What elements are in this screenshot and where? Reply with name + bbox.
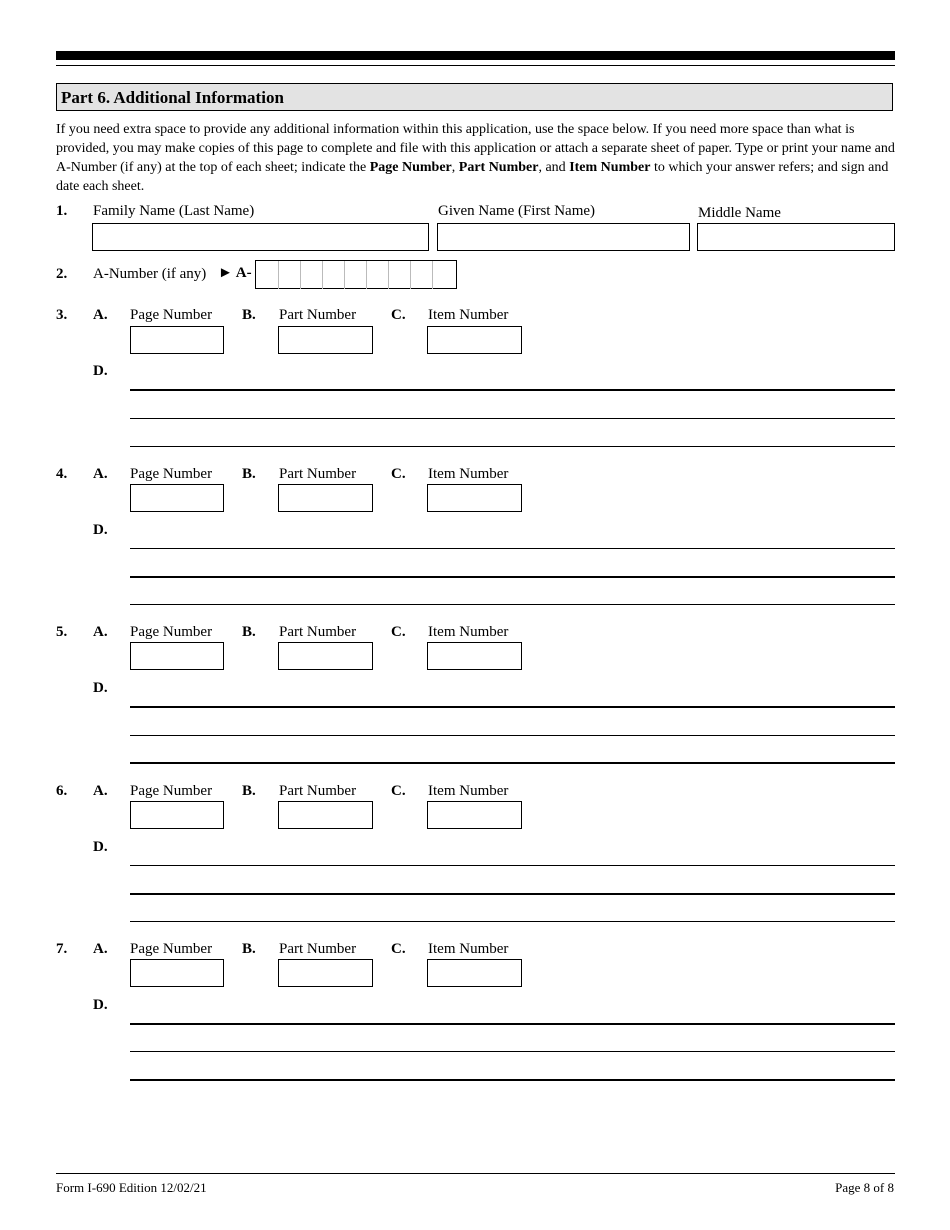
intro-text-1: If you need extra space to provide any additional information within this application, use the space below. If you need more space than what is provided, you may make copies of this page to complete and file with this application or attach a separate sheet of paper. Type or print your name and A-Number (if any) at the top of each sheet; indicate the xyxy=(56,122,895,175)
footer-form-edition: Form I-690 Edition 12/02/21 xyxy=(56,1180,207,1195)
item-5-item-number-label: Item Number xyxy=(428,624,509,640)
item-6-part-number-label: Part Number xyxy=(279,783,357,799)
a-number-cell-divider xyxy=(300,261,322,289)
a-number-label: A-Number (if any) xyxy=(93,266,207,282)
item-3-a-label: A. xyxy=(93,307,108,323)
item-3-d-label: D. xyxy=(93,363,108,379)
a-number-cell-divider xyxy=(366,261,388,289)
a-number-cell-divider xyxy=(388,261,410,289)
item-6-page-number-label: Page Number xyxy=(130,783,213,799)
given-name-input[interactable] xyxy=(437,223,690,251)
item-5-number: 5. xyxy=(56,624,68,640)
item-3-number: 3. xyxy=(56,307,68,323)
item-4-answer-line[interactable] xyxy=(130,548,895,549)
item-7-item-number-input[interactable] xyxy=(427,959,522,987)
item-7-part-number-label: Part Number xyxy=(279,941,357,957)
item-3-b-label: B. xyxy=(242,307,256,323)
item-5-answer-line[interactable] xyxy=(130,735,895,736)
item-2-number: 2. xyxy=(56,266,68,282)
item-7-d-label: D. xyxy=(93,997,108,1013)
intro-bold-page-number: Page Number xyxy=(369,160,452,175)
item-5-page-number-label: Page Number xyxy=(130,624,213,640)
a-number-prefix: ► A- xyxy=(218,265,252,281)
middle-name-label: Middle Name xyxy=(698,205,781,221)
family-name-label: Family Name (Last Name) xyxy=(93,203,255,219)
item-7-answer-line[interactable] xyxy=(130,1079,895,1081)
item-4-d-label: D. xyxy=(93,522,108,538)
item-5-page-number-input[interactable] xyxy=(130,642,224,670)
item-7-b-label: B. xyxy=(242,941,256,957)
footer-rule xyxy=(56,1173,895,1174)
item-5-item-number-input[interactable] xyxy=(427,642,522,670)
item-4-page-number-label: Page Number xyxy=(130,466,213,482)
item-1-number: 1. xyxy=(56,203,68,219)
item-7-c-label: C. xyxy=(391,941,406,957)
item-5-c-label: C. xyxy=(391,624,406,640)
item-7-page-number-input[interactable] xyxy=(130,959,224,987)
item-7-part-number-input[interactable] xyxy=(278,959,373,987)
a-number-cell-divider xyxy=(344,261,366,289)
item-6-page-number-input[interactable] xyxy=(130,801,224,829)
item-7-page-number-label: Page Number xyxy=(130,941,213,957)
item-3-c-label: C. xyxy=(391,307,406,323)
item-7-number: 7. xyxy=(56,941,68,957)
part-title: Part 6. Additional Information xyxy=(56,83,893,111)
top-thin-rule xyxy=(56,65,895,66)
item-6-d-label: D. xyxy=(93,839,108,855)
a-number-cell-divider xyxy=(410,261,432,289)
item-5-answer-line[interactable] xyxy=(130,706,895,708)
item-4-item-number-label: Item Number xyxy=(428,466,509,482)
item-4-answer-line[interactable] xyxy=(130,576,895,578)
item-7-a-label: A. xyxy=(93,941,108,957)
a-number-cell-divider xyxy=(278,261,300,289)
item-3-answer-line[interactable] xyxy=(130,418,895,419)
item-3-answer-line[interactable] xyxy=(130,389,895,391)
item-3-item-number-input[interactable] xyxy=(427,326,522,354)
item-6-b-label: B. xyxy=(242,783,256,799)
item-3-item-number-label: Item Number xyxy=(428,307,509,323)
intro-text-3: , and xyxy=(538,160,570,175)
item-4-part-number-label: Part Number xyxy=(279,466,357,482)
item-5-b-label: B. xyxy=(242,624,256,640)
item-6-answer-line[interactable] xyxy=(130,921,895,922)
intro-text-4: to which your answer refers; and sign and date each sheet. xyxy=(56,160,889,194)
intro-text-2: , xyxy=(451,160,459,175)
item-6-item-number-input[interactable] xyxy=(427,801,522,829)
intro-bold-part-number: Part Number xyxy=(458,160,539,175)
top-thick-rule xyxy=(56,51,895,60)
item-4-b-label: B. xyxy=(242,466,256,482)
item-4-part-number-input[interactable] xyxy=(278,484,373,512)
item-6-answer-line[interactable] xyxy=(130,893,895,895)
item-6-number: 6. xyxy=(56,783,68,799)
item-5-d-label: D. xyxy=(93,680,108,696)
item-5-part-number-input[interactable] xyxy=(278,642,373,670)
item-5-a-label: A. xyxy=(93,624,108,640)
a-number-input[interactable] xyxy=(255,260,457,289)
item-7-item-number-label: Item Number xyxy=(428,941,509,957)
item-6-part-number-input[interactable] xyxy=(278,801,373,829)
item-6-c-label: C. xyxy=(391,783,406,799)
item-5-part-number-label: Part Number xyxy=(279,624,357,640)
middle-name-input[interactable] xyxy=(697,223,895,251)
intro-bold-item-number: Item Number xyxy=(569,160,651,175)
item-4-page-number-input[interactable] xyxy=(130,484,224,512)
a-number-cell-divider xyxy=(432,261,454,289)
item-3-answer-line[interactable] xyxy=(130,446,895,447)
item-5-answer-line[interactable] xyxy=(130,762,895,764)
item-3-page-number-label: Page Number xyxy=(130,307,213,323)
item-6-item-number-label: Item Number xyxy=(428,783,509,799)
item-4-a-label: A. xyxy=(93,466,108,482)
a-number-cell-divider xyxy=(322,261,344,289)
item-3-part-number-input[interactable] xyxy=(278,326,373,354)
item-4-c-label: C. xyxy=(391,466,406,482)
item-3-part-number-label: Part Number xyxy=(279,307,357,323)
footer-page-number: Page 8 of 8 xyxy=(835,1180,894,1195)
item-7-answer-line[interactable] xyxy=(130,1023,895,1025)
item-4-answer-line[interactable] xyxy=(130,604,895,605)
family-name-input[interactable] xyxy=(92,223,429,251)
item-4-number: 4. xyxy=(56,466,68,482)
item-3-page-number-input[interactable] xyxy=(130,326,224,354)
item-6-a-label: A. xyxy=(93,783,108,799)
item-7-answer-line[interactable] xyxy=(130,1051,895,1052)
intro-paragraph xyxy=(56,120,896,196)
item-6-answer-line[interactable] xyxy=(130,865,895,866)
item-4-item-number-input[interactable] xyxy=(427,484,522,512)
given-name-label: Given Name (First Name) xyxy=(438,203,596,219)
